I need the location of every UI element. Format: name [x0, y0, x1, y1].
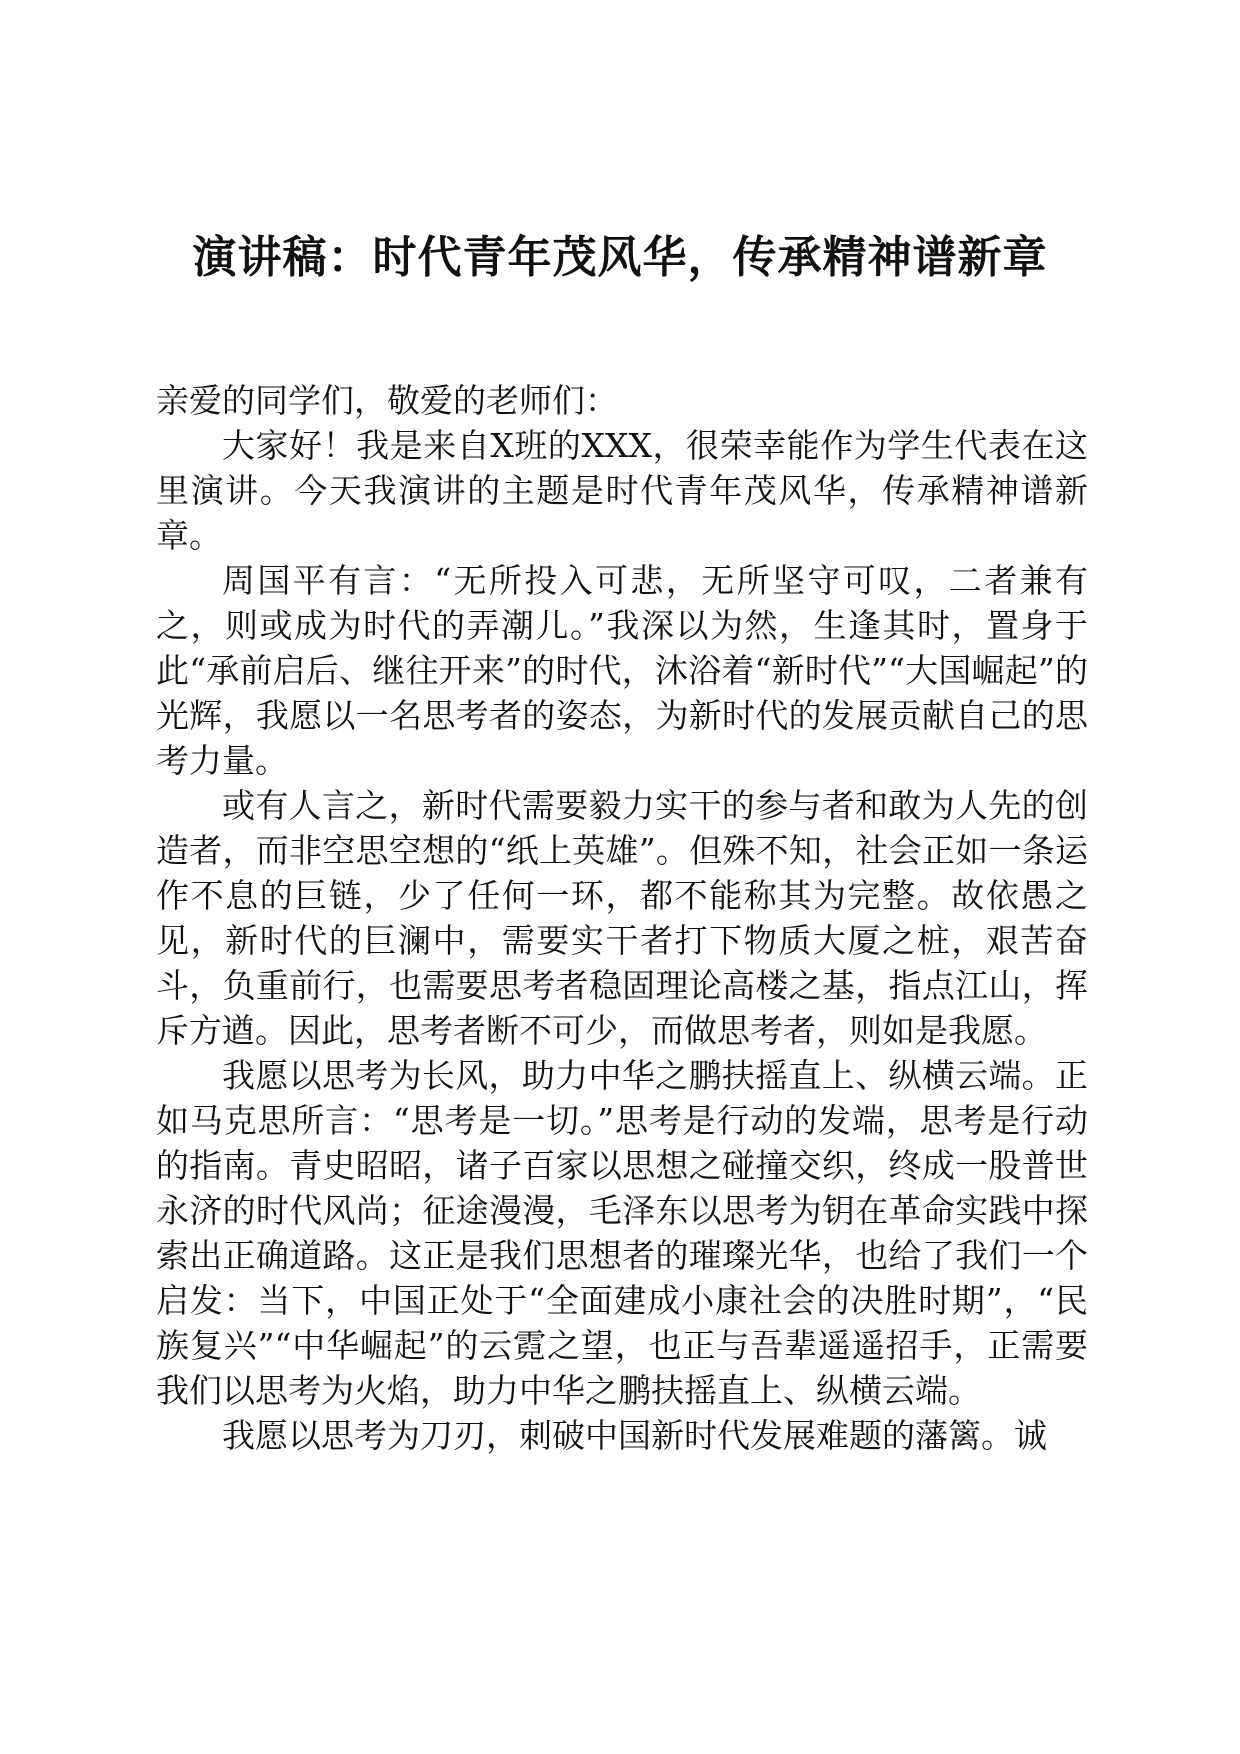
document-title: 演讲稿：时代青年茂风华，传承精神谱新章: [192, 232, 1048, 283]
paragraph-1: 大家好！我是来自X班的XXX，很荣幸能作为学生代表在这里演讲。今天我演讲的主题是时代青年茂风华，传承精神谱新章。: [156, 426, 1088, 555]
document-body: [156, 378, 1088, 1458]
paragraph-5: 我愿以思考为刀刃，刺破中国新时代发展难题的藩篱。诚: [222, 1416, 1047, 1455]
paragraph-4: 我愿以思考为长风，助力中华之鹏扶摇直上、纵横云端。正如马克思所言：“思考是一切。”思考是行动的发端，思考是行动的指南。青史昭昭，诸子百家以思想之碰撞交织，终成一股普世永济的时代风尚；征途漫漫，毛泽东以思考为钥在革命实践中探索出正确道路。这正是我们思想者的璀璨光华，也给了我们一个启发：当下，中国正处于“全面建成小康社会的决胜时期”，“民族复兴”“中华崛起”的云霓之望，也正与吾辈遥遥招手，正需要我们以思考为火焰，助力中华之鹏扶摇直上、纵横云端。: [156, 1056, 1088, 1410]
salutation: 亲爱的同学们，敬爱的老师们：: [156, 381, 618, 420]
paragraph-2: 周国平有言：“无所投入可悲，无所坚守可叹，二者兼有之，则或成为时代的弄潮儿。”我深以为然，生逢其时，置身于此“承前启后、继往开来”的时代，沐浴着“新时代”“大国崛起”的光辉，我愿以一名思考者的姿态，为新时代的发展贡献自己的思考力量。: [156, 561, 1088, 780]
paragraph-3: 或有人言之，新时代需要毅力实干的参与者和敢为人先的创造者，而非空思空想的“纸上英雄”。但殊不知，社会正如一条运作不息的巨链，少了任何一环，都不能称其为完整。故依愚之见，新时代的巨澜中，需要实干者打下物质大厦之桩，艰苦奋斗，负重前行，也需要思考者稳固理论高楼之基，指点江山，挥斥方遒。因此，思考者断不可少，而做思考者，则如是我愿。: [156, 786, 1088, 1050]
